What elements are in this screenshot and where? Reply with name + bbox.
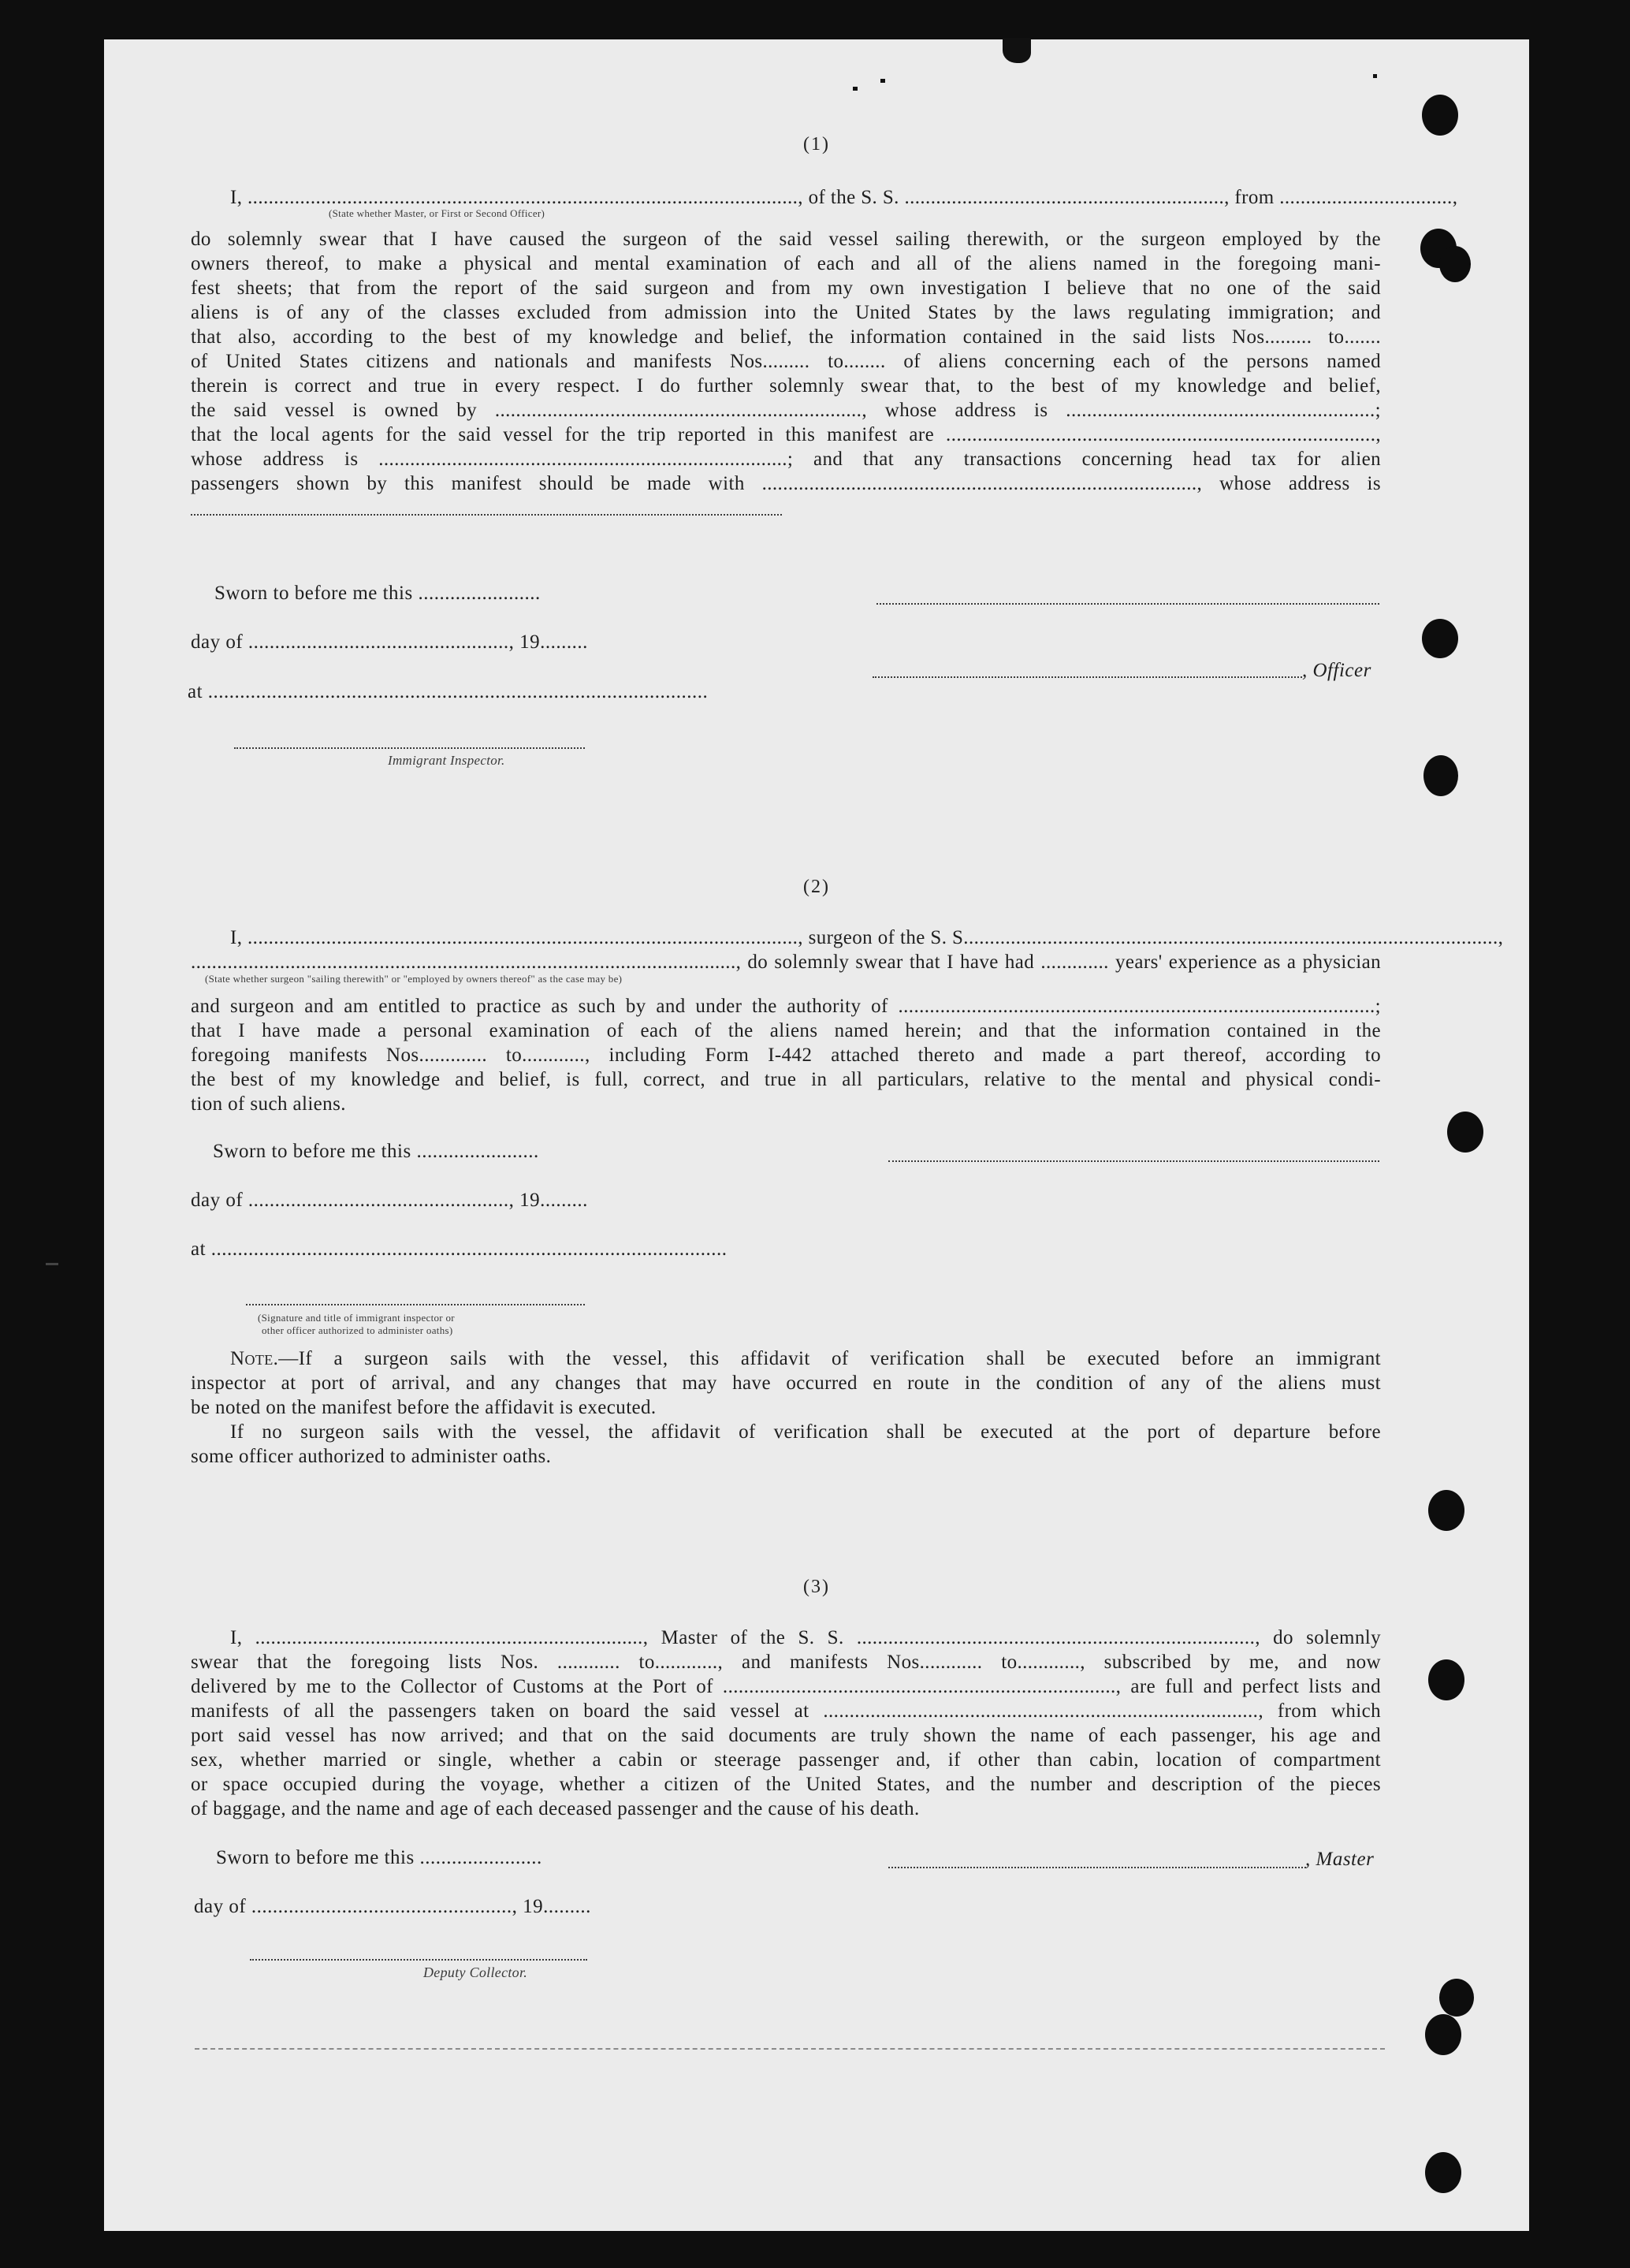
oath-line: therein is correct and true in every respect. I do further solemnly swear that, to the best of my knowledge and belief, bbox=[191, 375, 1381, 397]
oath-line: manifests of all the passengers taken on board the said vessel at ..................................................................................., from which bbox=[191, 1700, 1381, 1722]
signature-line bbox=[876, 603, 1379, 605]
note-paragraph bbox=[191, 1346, 1381, 1469]
oath-line: or space occupied during the voyage, whether a citizen of the United States, and the number and description of the pieces bbox=[191, 1774, 1381, 1795]
section1-first-line: I, ........................................................................................................., of the S. S. ............................................................., from ................................., bbox=[230, 187, 1458, 208]
oath-line: that I have made a personal examination of each of the aliens named herein; and that the information contained in the bbox=[191, 1020, 1381, 1041]
punch-hole bbox=[1422, 619, 1458, 658]
field-caption: (State whether surgeon "sailing therewith" or "employed by owners thereof" as the case may be) bbox=[205, 973, 623, 985]
oath-line: the best of my knowledge and belief, is full, correct, and true in all particulars, relative to the mental and physical condi- bbox=[191, 1069, 1381, 1090]
sworn-line: Sworn to before me this ....................... bbox=[216, 1847, 542, 1868]
signature-line bbox=[888, 1160, 1379, 1162]
signature-line bbox=[873, 676, 1302, 678]
scan-mark bbox=[1003, 38, 1031, 63]
section1-oath-body bbox=[191, 227, 1381, 496]
section2-oath-body bbox=[191, 994, 1381, 1116]
note-line: inspector at port of arrival, and any changes that may have occurred en route in the condition of any of the aliens must bbox=[191, 1372, 1381, 1394]
sworn-line: Sworn to before me this ....................... bbox=[213, 1141, 539, 1162]
scan-mark bbox=[880, 79, 885, 83]
signature-caption: (Signature and title of immigrant inspector or bbox=[258, 1312, 455, 1324]
signature-line bbox=[191, 514, 782, 516]
oath-line: and surgeon and am entitled to practice as such by and under the authority of ...........................................................................................; bbox=[191, 996, 1381, 1017]
oath-line: swear that the foregoing lists Nos. ............ to............, and manifests Nos............ to............, subscribed by me, and now bbox=[191, 1652, 1381, 1673]
oath-line: that also, according to the best of my knowledge and belief, the information contained in the said lists Nos......... to....... bbox=[191, 326, 1381, 348]
note-line: Note.—If a surgeon sails with the vessel, this affidavit of verification shall be executed before an immigrant bbox=[230, 1348, 1381, 1369]
oath-line: the said vessel is owned by ......................................................................, whose address is ...........................................................; bbox=[191, 400, 1381, 421]
signature-line bbox=[888, 1867, 1306, 1868]
at-line: at ................................................................................................. bbox=[191, 1238, 728, 1260]
scan-mark bbox=[1373, 74, 1377, 78]
punch-hole bbox=[1439, 246, 1471, 282]
signature-caption: other officer authorized to administer oaths) bbox=[262, 1324, 453, 1336]
officer-label: , Officer bbox=[1302, 660, 1371, 681]
punch-hole bbox=[1422, 95, 1458, 136]
bottom-rule bbox=[195, 2048, 1385, 2050]
oath-line: owners thereof, to make a physical and mental examination of each and all of the aliens named in the foregoing mani- bbox=[191, 253, 1381, 274]
section3-oath-body bbox=[191, 1626, 1381, 1821]
at-line: at .............................................................................................. bbox=[188, 681, 709, 702]
section-number: (1) bbox=[803, 134, 830, 155]
section-number: (3) bbox=[803, 1577, 830, 1597]
signature-line bbox=[250, 1959, 587, 1961]
oath-line: aliens is of any of the classes excluded from admission into the United States by the laws regulating immigration; and bbox=[191, 302, 1381, 323]
punch-hole bbox=[1425, 2152, 1461, 2193]
signature-line bbox=[246, 1304, 585, 1305]
punch-hole bbox=[1423, 755, 1458, 796]
oath-line: I, .........................................................................., Master of the S. S. ............................................................................, do solemnly bbox=[230, 1627, 1381, 1648]
section2-oath-head bbox=[191, 925, 1504, 974]
punch-hole bbox=[1447, 1112, 1483, 1153]
oath-line: port said vessel has now arrived; and that on the said documents are truly shown the name of each passenger, his age and bbox=[191, 1725, 1381, 1746]
section-number: (2) bbox=[803, 877, 830, 897]
oath-line: foregoing manifests Nos............. to............, including Form I-442 attached thereto and made a part thereof, according to bbox=[191, 1045, 1381, 1066]
punch-hole bbox=[1428, 1490, 1464, 1531]
punch-hole bbox=[1428, 1659, 1464, 1700]
oath-line: of baggage, and the name and age of each deceased passenger and the cause of his death. bbox=[191, 1798, 920, 1819]
oath-line: I, ........................................................................................................., surgeon of the S. S......................................................................................................, bbox=[230, 927, 1504, 948]
oath-line: fest sheets; that from the report of the said surgeon and from my own investigation I believe that no one of the said bbox=[191, 277, 1381, 299]
punch-hole bbox=[1439, 1979, 1474, 2017]
master-label: , Master bbox=[1305, 1849, 1375, 1870]
oath-line: do solemnly swear that I have caused the surgeon of the said vessel sailing therewith, or the surgeon employed by the bbox=[191, 229, 1381, 250]
deputy-caption: Deputy Collector. bbox=[423, 1964, 528, 1980]
field-caption: (State whether Master, or First or Second Officer) bbox=[329, 207, 545, 219]
scan-mark bbox=[853, 87, 858, 91]
note-line: be noted on the manifest before the affidavit is executed. bbox=[191, 1397, 657, 1418]
inspector-caption: Immigrant Inspector. bbox=[388, 753, 505, 768]
manifest-page bbox=[104, 39, 1529, 2231]
oath-line: ........................................................................................................, do solemnly swear that I have had ............. years' experience as a physician bbox=[191, 952, 1381, 973]
day-line: day of ................................................., 19......... bbox=[191, 1190, 588, 1211]
day-line: day of ................................................., 19......... bbox=[191, 631, 588, 653]
oath-line: tion of such aliens. bbox=[191, 1093, 346, 1115]
oath-line: of United States citizens and nationals and manifests Nos......... to........ of aliens concerning each of the persons named bbox=[191, 351, 1381, 372]
punch-hole bbox=[1425, 2014, 1461, 2055]
oath-line: sex, whether married or single, whether a cabin or steerage passenger and, if other than cabin, location of compartment bbox=[191, 1749, 1381, 1771]
sworn-line: Sworn to before me this ....................... bbox=[214, 583, 541, 604]
oath-line: passengers shown by this manifest should be made with ..................................................................................., whose address is bbox=[191, 473, 1381, 494]
section1-oath-line bbox=[191, 185, 1458, 210]
note-line: some officer authorized to administer oaths. bbox=[191, 1446, 552, 1467]
oath-line: delivered by me to the Collector of Customs at the Port of ..........................................................................., are full and perfect lists and bbox=[191, 1676, 1381, 1697]
scan-mark bbox=[46, 1263, 58, 1265]
signature-line bbox=[234, 747, 585, 749]
note-line: If no surgeon sails with the vessel, the affidavit of verification shall be executed at the port of departure before bbox=[230, 1421, 1381, 1443]
note-label: Note. bbox=[230, 1348, 279, 1369]
oath-line: that the local agents for the said vessel for the trip reported in this manifest are .................................................................................., bbox=[191, 424, 1381, 445]
oath-line: whose address is ..............................................................................; and that any transactions concerning head tax for alien bbox=[191, 449, 1381, 470]
day-line: day of ................................................., 19......... bbox=[194, 1896, 591, 1917]
